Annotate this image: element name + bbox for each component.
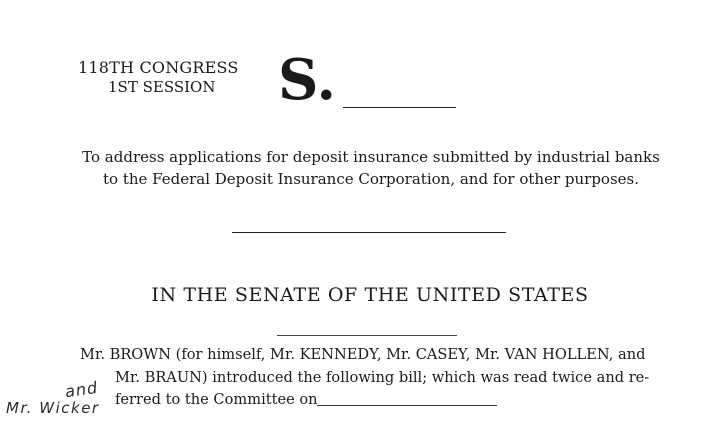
- handwritten-name: Mr. Wicker: [6, 399, 100, 417]
- bill-number-blank: [343, 107, 456, 108]
- bill-title: [0, 146, 720, 190]
- congress-label: 118TH CONGRESS: [78, 58, 239, 77]
- date-blank-rule: [277, 335, 457, 336]
- introduction-line-2: Mr. BRAUN) introduced the following bill; which was read twice and re-: [115, 369, 650, 386]
- bill-title-line-2: to the Federal Deposit Insurance Corporation, and for other purposes.: [103, 170, 639, 188]
- committee-blank: [317, 405, 497, 406]
- handwritten-and: and: [63, 377, 100, 402]
- introduction-line-3: ferred to the Committee on: [115, 391, 318, 408]
- bill-title-line-1: To address applications for deposit insurance submitted by industrial banks: [82, 148, 660, 166]
- session-label: 1ST SESSION: [108, 78, 216, 96]
- introduction-line-1: Mr. BROWN (for himself, Mr. KENNEDY, Mr. CASEY, Mr. VAN HOLLEN, and: [80, 346, 646, 363]
- chamber-heading: IN THE SENATE OF THE UNITED STATES: [151, 284, 589, 306]
- title-rule: [232, 232, 506, 233]
- bill-letter: S.: [278, 47, 336, 113]
